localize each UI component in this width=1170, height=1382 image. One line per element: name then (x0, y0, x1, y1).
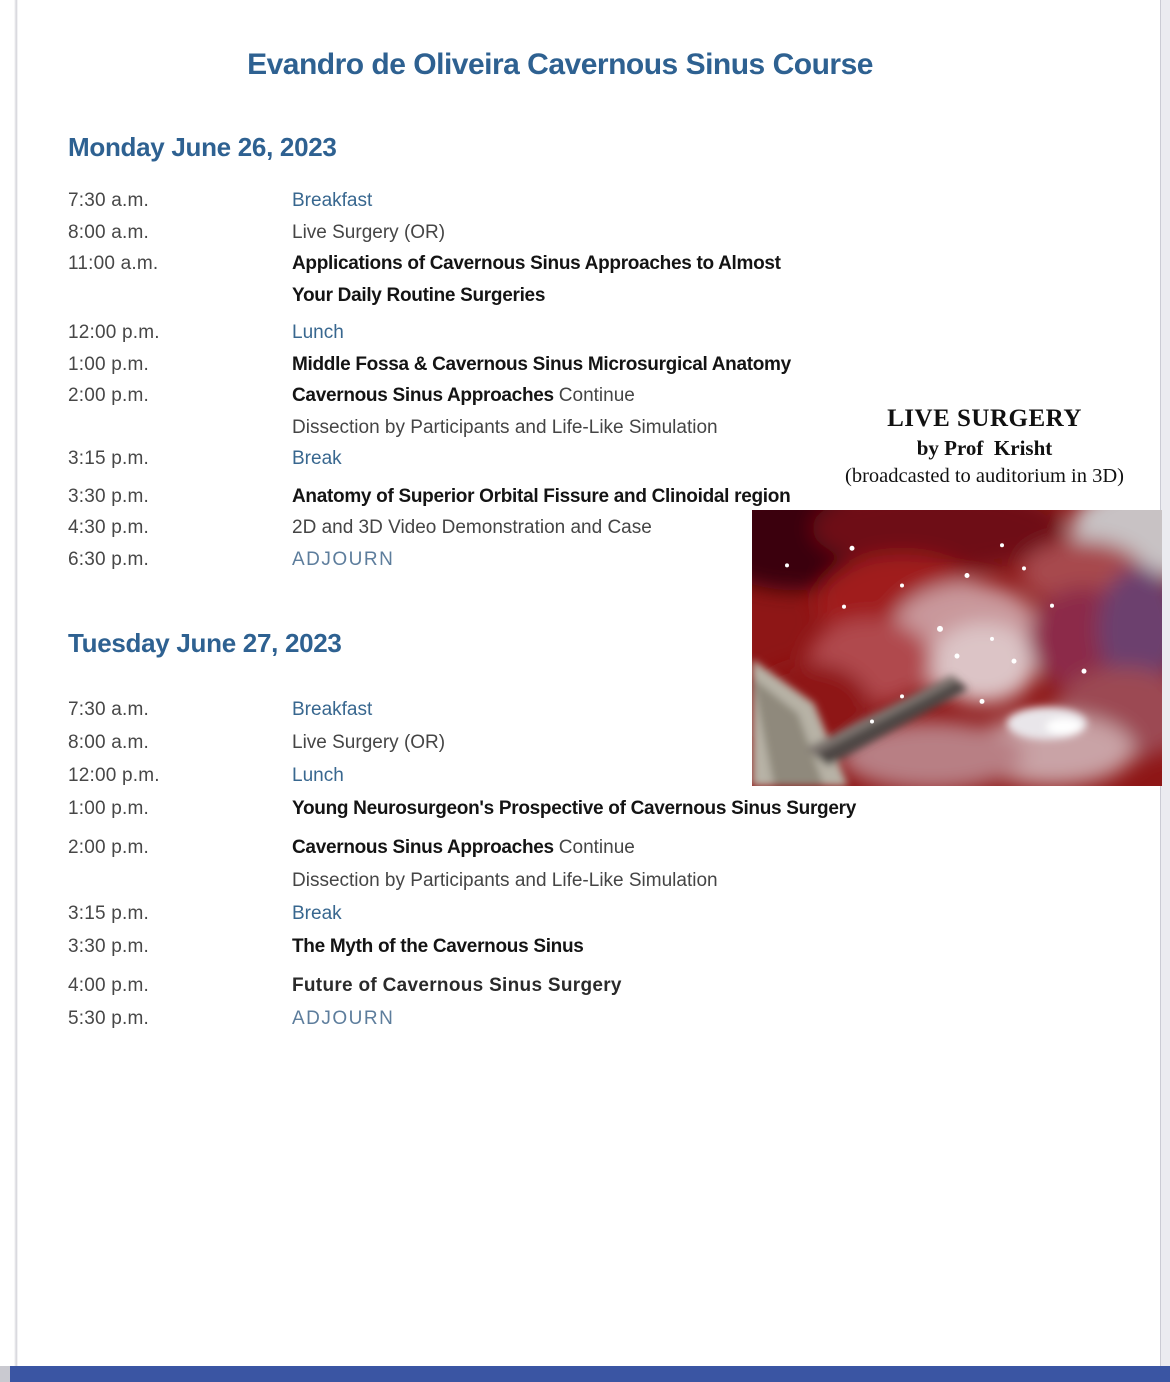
schedule-row (68, 248, 791, 280)
time-label: 3:30 p.m. (68, 936, 150, 957)
event-label (292, 726, 445, 759)
event-text-segment: Break (292, 903, 342, 924)
time-label: 7:30 a.m. (68, 190, 150, 211)
event-text-segment: ADJOURN (292, 548, 395, 570)
event-label (292, 280, 545, 312)
footer-accent-bar (10, 1366, 1170, 1382)
time-label: 5:30 p.m. (68, 1008, 150, 1029)
event-text-segment: Lunch (292, 765, 344, 786)
schedule-row (68, 693, 856, 726)
event-text-segment: Young Neurosurgeon's Prospective of Cavernous Sinus Surgery (292, 798, 856, 819)
event-text-segment: Dissection by Participants and Life-Like Simulation (292, 870, 718, 891)
time-label: 3:15 p.m. (68, 903, 150, 924)
time-label: 4:30 p.m. (68, 517, 150, 538)
time-label: 12:00 p.m. (68, 322, 160, 343)
schedule-row (68, 217, 791, 249)
event-label (292, 544, 394, 576)
schedule-row (68, 481, 791, 513)
event-text-segment: Live Surgery (OR) (292, 221, 446, 243)
event-label (292, 185, 372, 217)
event-label (292, 443, 342, 475)
live-surgery-presenter: by Prof Krisht (916, 436, 1053, 460)
schedule-row (68, 512, 791, 544)
event-label (292, 248, 781, 280)
event-text-segment: Future of Cavernous Sinus Surgery (292, 975, 622, 996)
event-label (292, 969, 622, 1002)
live-surgery-title: LIVE SURGERY (887, 405, 1082, 432)
event-label (292, 831, 635, 864)
event-label (292, 864, 718, 897)
schedule-row (68, 831, 856, 864)
schedule-rows (68, 185, 791, 575)
time-label: 11:00 a.m. (68, 253, 159, 274)
schedule-row (68, 280, 791, 312)
event-text-segment: Applications of Cavernous Sinus Approaches to Almost (292, 253, 781, 274)
event-text-segment: Cavernous Sinus Approaches (292, 385, 559, 406)
schedule-row (68, 897, 856, 930)
event-label (292, 512, 652, 544)
schedule-row (68, 864, 856, 897)
event-text-segment: Breakfast (292, 190, 373, 211)
event-text-segment: 2D and 3D Video Demonstration and Case (292, 517, 652, 538)
schedule-row (68, 349, 791, 381)
time-label: 12:00 p.m. (68, 765, 160, 786)
time-label: 2:00 p.m. (68, 837, 150, 858)
time-label: 1:00 p.m. (68, 798, 150, 819)
schedule-row (68, 317, 791, 349)
schedule-row (68, 792, 856, 825)
day-section-monday (68, 131, 791, 575)
event-label (292, 317, 344, 349)
event-label (292, 217, 445, 249)
event-label (292, 792, 856, 825)
footer-left-notch (0, 1366, 10, 1382)
event-label (292, 481, 790, 513)
event-text-segment: Breakfast (292, 699, 373, 720)
time-label: 2:00 p.m. (68, 385, 150, 406)
schedule-row (68, 759, 856, 792)
time-label: 3:30 p.m. (68, 485, 150, 507)
event-text-segment: ADJOURN (292, 1008, 395, 1029)
course-title: Evandro de Oliveira Cavernous Sinus Course (247, 48, 873, 82)
schedule-row (68, 544, 791, 576)
live-surgery-annotation (812, 404, 1157, 490)
schedule-row (68, 380, 791, 412)
event-text-segment: Continue (558, 385, 635, 406)
event-text-segment: Break (292, 448, 342, 469)
day-heading: Tuesday June 27, 2023 (68, 628, 342, 658)
time-label: 8:00 a.m. (68, 221, 150, 243)
schedule-row (68, 443, 791, 475)
schedule-row (68, 930, 856, 963)
schedule-row (68, 726, 856, 759)
event-text-segment: Cavernous Sinus Approaches (292, 837, 559, 858)
time-label: 1:00 p.m. (68, 353, 150, 375)
live-surgery-note: (broadcasted to auditorium in 3D) (845, 465, 1124, 487)
event-text-segment: Middle Fossa & Cavernous Sinus Microsurgical Anatomy (292, 353, 791, 375)
time-label: 4:00 p.m. (68, 975, 150, 996)
schedule-row (68, 969, 856, 1002)
event-label (292, 1002, 394, 1035)
schedule-row (68, 185, 791, 217)
event-label (292, 759, 344, 792)
time-label: 8:00 a.m. (68, 732, 150, 753)
schedule-rows (68, 693, 856, 1035)
event-text-segment: The Myth of the Cavernous Sinus (292, 936, 584, 957)
event-label (292, 930, 584, 963)
schedule-row (68, 1002, 856, 1035)
event-text-segment: Lunch (292, 322, 344, 343)
event-label (292, 380, 635, 412)
event-text-segment: Anatomy of Superior Orbital Fissure and Clinoidal region (292, 485, 791, 507)
time-label: 6:30 p.m. (68, 548, 150, 570)
event-label (292, 349, 791, 381)
event-text-segment: Live Surgery (OR) (292, 732, 446, 753)
schedule-row (68, 412, 791, 444)
event-label (292, 897, 342, 930)
event-label (292, 693, 372, 726)
event-text-segment: Your Daily Routine Surgeries (292, 284, 546, 306)
page-left-edge (14, 0, 18, 1366)
time-label: 3:15 p.m. (68, 448, 150, 469)
day-section-tuesday (68, 627, 856, 1035)
day-heading: Monday June 26, 2023 (68, 132, 337, 162)
time-label: 7:30 a.m. (68, 699, 150, 720)
event-label (292, 412, 718, 444)
event-text-segment: Continue (558, 837, 635, 858)
event-text-segment: Dissection by Participants and Life-Like Simulation (292, 416, 718, 438)
